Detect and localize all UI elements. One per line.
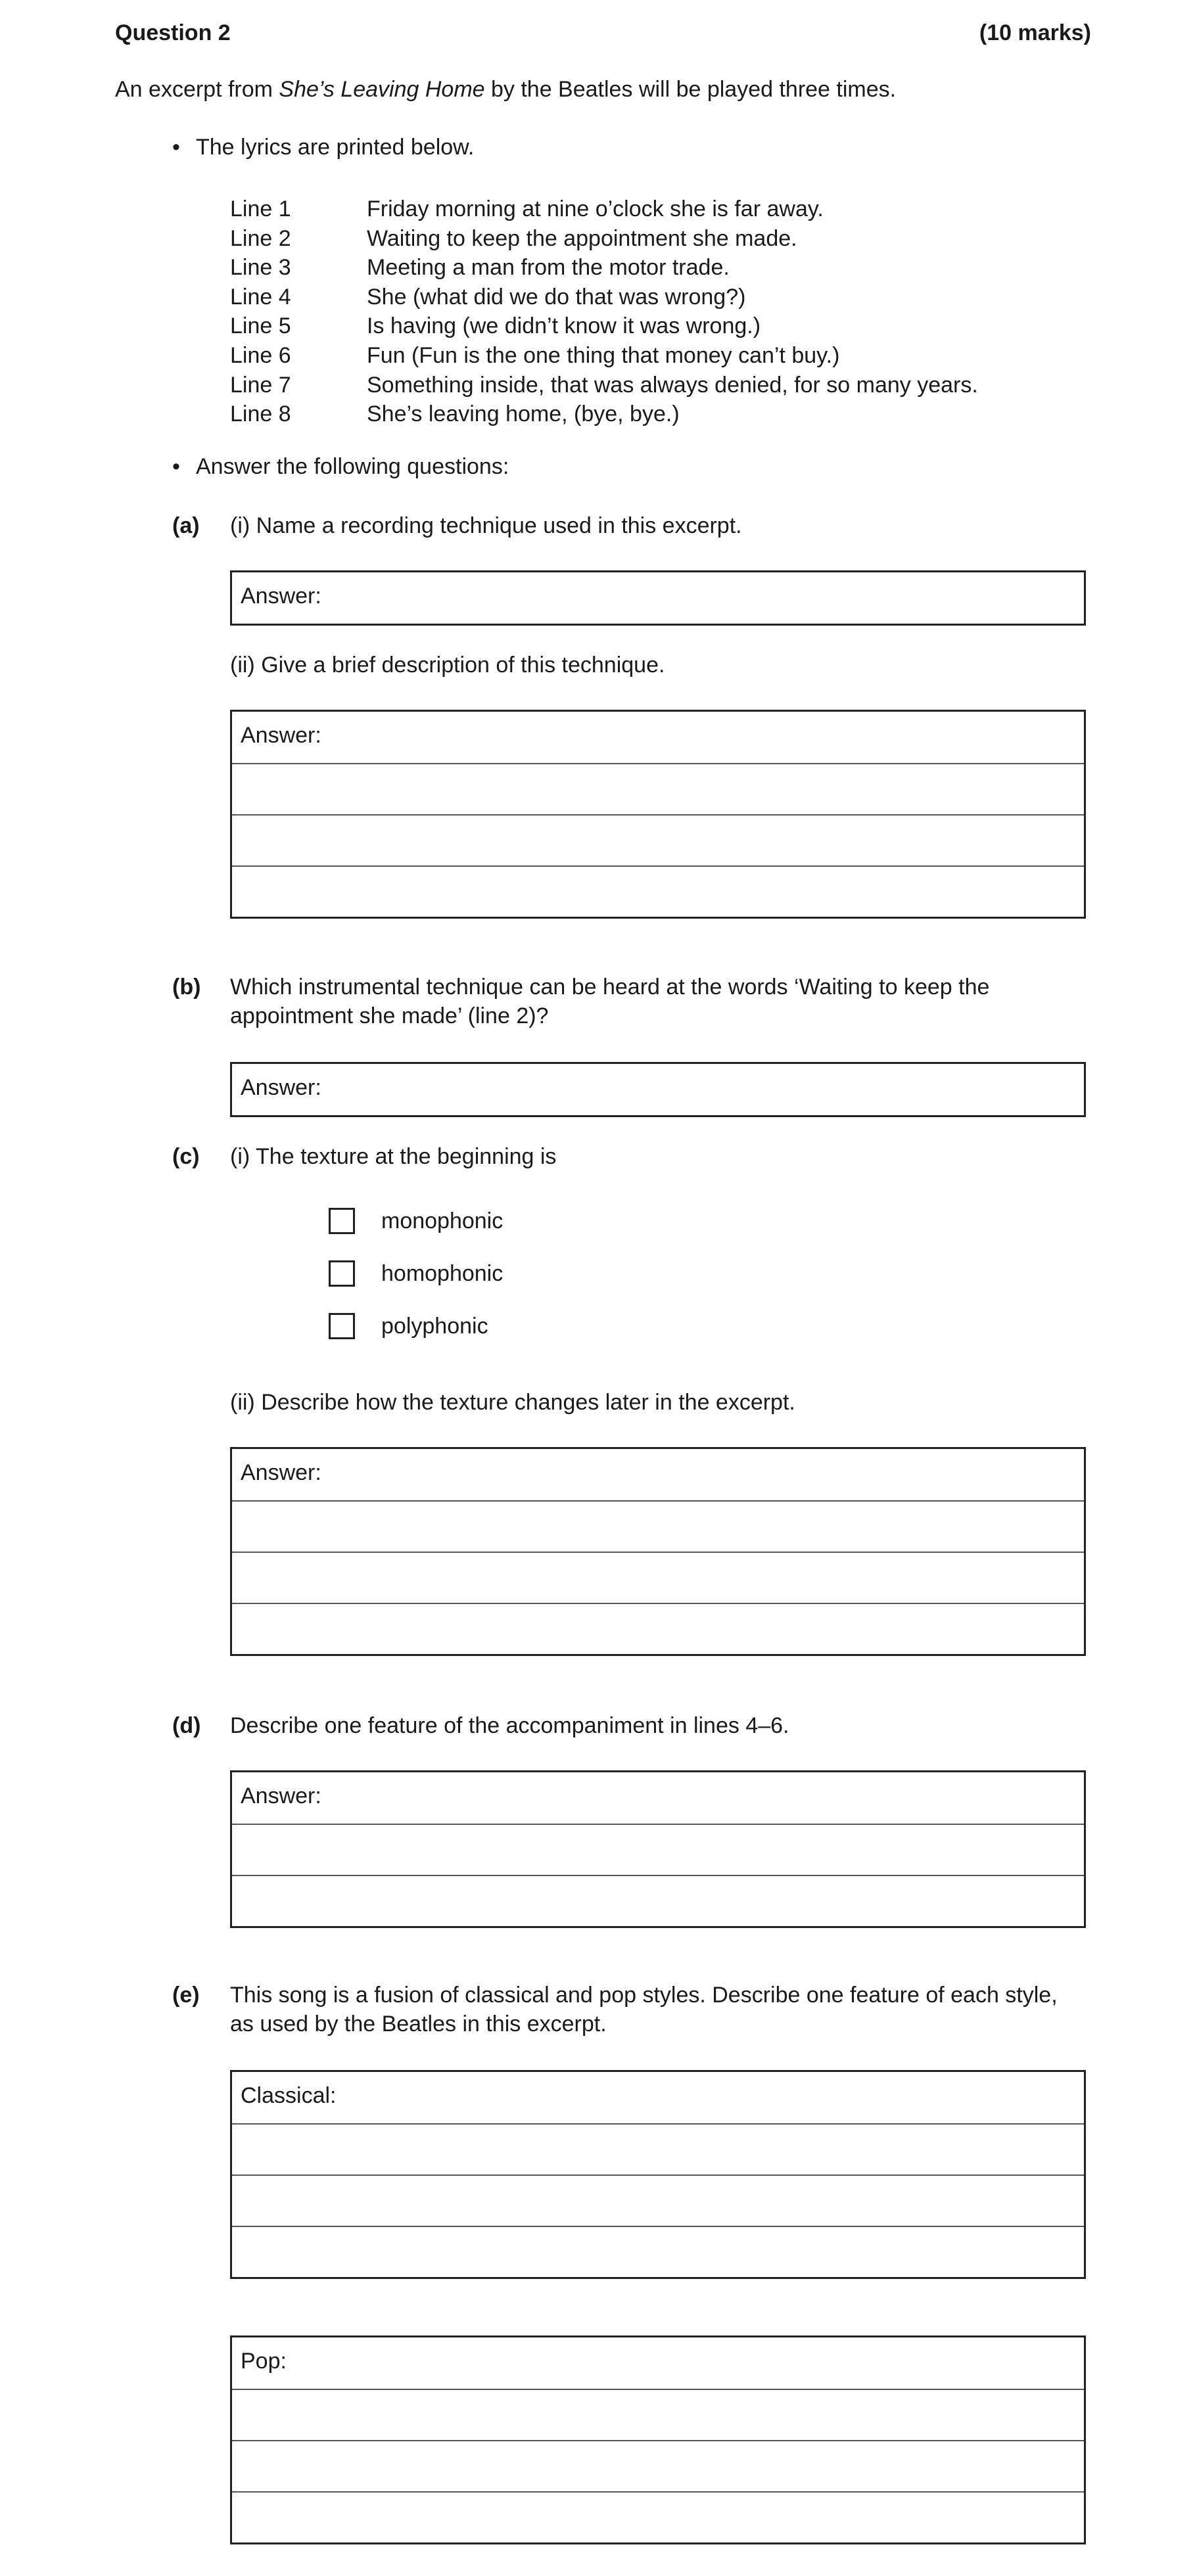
lyrics-note-text: The lyrics are printed below. xyxy=(196,135,475,160)
answer-line[interactable] xyxy=(232,814,1084,865)
answer-line[interactable] xyxy=(232,1064,1084,1115)
answer-line[interactable] xyxy=(232,712,1084,763)
part-d-question: Describe one feature of the accompaniment in lines 4–6. xyxy=(230,1713,789,1738)
answer-line[interactable] xyxy=(232,2389,1084,2440)
checkbox-monophonic[interactable] xyxy=(329,1208,355,1234)
answer-line[interactable] xyxy=(232,1552,1084,1603)
part-a-label: (a) xyxy=(172,513,200,538)
answer-label: Answer: xyxy=(241,1460,321,1485)
lyric-line-text: She (what did we do that was wrong?) xyxy=(367,284,746,310)
answer-line[interactable] xyxy=(232,572,1084,624)
option-label: homophonic xyxy=(381,1261,504,1286)
lyric-line-number: Line 3 xyxy=(230,255,291,281)
question-marks: (10 marks) xyxy=(979,20,1091,45)
bullet-icon: • xyxy=(172,454,180,479)
lyric-line-text: Something inside, that was always denied, for so many years. xyxy=(367,372,978,398)
intro-prefix: An excerpt from xyxy=(115,77,279,102)
part-c-label: (c) xyxy=(172,1144,200,1169)
part-e-question xyxy=(230,1981,1058,2038)
part-e-label: (e) xyxy=(172,1983,200,2008)
option-label: polyphonic xyxy=(381,1314,488,1339)
answer-line[interactable] xyxy=(232,1824,1084,1875)
lyric-line xyxy=(230,253,978,283)
answer-label: Answer: xyxy=(241,584,321,609)
lyric-line xyxy=(230,311,978,341)
lyric-line-text: Is having (we didn’t know it was wrong.) xyxy=(367,313,761,339)
answer-line[interactable] xyxy=(232,2226,1084,2277)
part-d-answer-box[interactable] xyxy=(230,1770,1086,1928)
part-b-answer-box[interactable] xyxy=(230,1062,1086,1117)
part-b-question-line-1: Which instrumental technique can be heard at the words ‘Waiting to keep the xyxy=(230,975,990,1000)
part-e-question-line-1: This song is a fusion of classical and pop styles. Describe one feature of each style, xyxy=(230,1983,1058,2008)
intro-suffix: by the Beatles will be played three times. xyxy=(484,77,897,102)
lyric-line xyxy=(230,283,978,312)
answer-line[interactable] xyxy=(232,1772,1084,1824)
part-d-label: (d) xyxy=(172,1713,201,1738)
lyric-line xyxy=(230,400,978,429)
lyric-line-text: Meeting a man from the motor trade. xyxy=(367,255,730,281)
part-c-question-1: (i) The texture at the beginning is xyxy=(230,1144,557,1169)
part-c-question-2: (ii) Describe how the texture changes later in the excerpt. xyxy=(230,1390,795,1415)
answer-line[interactable] xyxy=(232,2440,1084,2491)
part-b-question xyxy=(230,973,1058,1030)
answer-line[interactable] xyxy=(232,2072,1084,2123)
lyric-line-number: Line 8 xyxy=(230,402,291,427)
part-e-pop-answer-box[interactable] xyxy=(230,2335,1086,2544)
song-title: She’s Leaving Home xyxy=(279,77,485,102)
answer-line[interactable] xyxy=(232,1500,1084,1552)
lyric-line-number: Line 6 xyxy=(230,342,291,368)
classical-label: Classical: xyxy=(241,2083,337,2108)
lyric-line xyxy=(230,371,978,400)
pop-label: Pop: xyxy=(241,2349,287,2374)
lyric-line xyxy=(230,195,978,224)
bullet-lyrics-note xyxy=(172,133,474,162)
lyric-line-text: Friday morning at nine o’clock she is far away. xyxy=(367,196,824,221)
part-a-ii-answer-box[interactable] xyxy=(230,710,1086,919)
bullet-answer-note xyxy=(172,452,509,481)
answer-line[interactable] xyxy=(232,865,1084,917)
lyric-line xyxy=(230,341,978,371)
lyric-line-number: Line 4 xyxy=(230,284,291,310)
part-b-label: (b) xyxy=(172,975,201,1000)
answer-line[interactable] xyxy=(232,1449,1084,1500)
lyric-line xyxy=(230,224,978,254)
answer-line[interactable] xyxy=(232,2174,1084,2226)
option-label: monophonic xyxy=(381,1208,504,1233)
question-title: Question 2 xyxy=(115,20,231,45)
lyric-line-text: Waiting to keep the appointment she made. xyxy=(367,225,797,251)
answer-label: Answer: xyxy=(241,723,321,748)
answer-line[interactable] xyxy=(232,2491,1084,2542)
part-c-ii-answer-box[interactable] xyxy=(230,1447,1086,1656)
answer-note-text: Answer the following questions: xyxy=(196,454,509,479)
answer-line[interactable] xyxy=(232,763,1084,814)
part-e-question-line-2: as used by the Beatles in this excerpt. xyxy=(230,2012,607,2037)
bullet-icon: • xyxy=(172,135,180,160)
option-homophonic[interactable] xyxy=(329,1259,503,1288)
option-monophonic[interactable] xyxy=(329,1207,503,1235)
answer-line[interactable] xyxy=(232,1875,1084,1926)
option-polyphonic[interactable] xyxy=(329,1312,488,1341)
answer-label: Answer: xyxy=(241,1783,321,1808)
lyric-line-number: Line 5 xyxy=(230,313,291,339)
answer-label: Answer: xyxy=(241,1075,321,1100)
checkbox-polyphonic[interactable] xyxy=(329,1313,355,1339)
lyrics-list xyxy=(230,195,978,429)
part-a-question-1: (i) Name a recording technique used in this excerpt. xyxy=(230,513,742,538)
checkbox-homophonic[interactable] xyxy=(329,1260,355,1287)
lyric-line-text: She’s leaving home, (bye, bye.) xyxy=(367,402,680,427)
lyric-line-number: Line 2 xyxy=(230,225,291,251)
lyric-line-number: Line 1 xyxy=(230,196,291,221)
answer-line[interactable] xyxy=(232,2123,1084,2174)
part-e-classical-answer-box[interactable] xyxy=(230,2070,1086,2279)
answer-line[interactable] xyxy=(232,2337,1084,2389)
part-a-i-answer-box[interactable] xyxy=(230,570,1086,626)
part-b-question-line-2: appointment she made’ (line 2)? xyxy=(230,1003,549,1029)
part-a-question-2: (ii) Give a brief description of this technique. xyxy=(230,653,665,678)
answer-line[interactable] xyxy=(232,1603,1084,1654)
lyric-line-text: Fun (Fun is the one thing that money can’t buy.) xyxy=(367,342,840,368)
lyric-line-number: Line 7 xyxy=(230,372,291,398)
intro-text xyxy=(115,75,896,104)
